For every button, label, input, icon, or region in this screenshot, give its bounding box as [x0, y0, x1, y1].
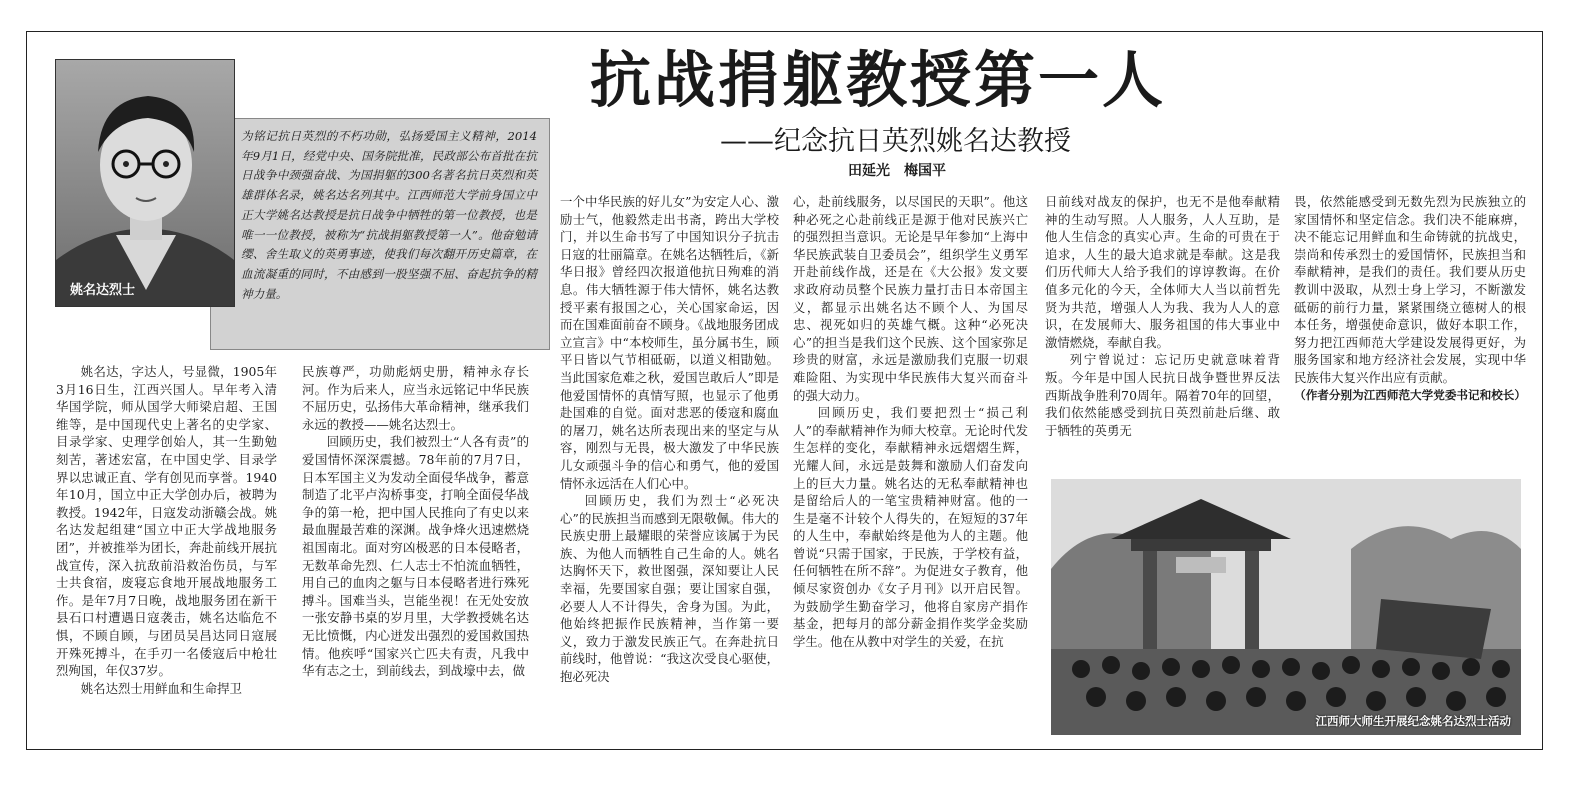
column-paragraph: 回顾历史，我们要把烈士“损己利人”的奉献精神作为师大校章。无论时代发生怎样的变化，奉献精神永远熠熠生辉，光耀人间，永远是鼓舞和激励人们奋发向上的巨大力量。姚名达的无私奉献精神也是留给后人的一笔宝贵精神财富。他的一生是毫不计较个人得失的，在短短的37年的人生中，奉献始终是他为人的主题。他曾说“只需于国家，于民族，于学校有益，任何牺牲在所不辞”。为促进女子教育，他倾尽家资创办《女子月刊》以开启民智。为鼓励学生勤奋学习，他将自家房产捐作基金，把每月的部分薪金捐作奖学金奖励学生。他在从教中对学生的关爱，在抗: [793, 405, 1028, 649]
intro-box: 为铭记抗日英烈的不朽功勋，弘扬爱国主义精神，2014年9月1日，经党中央、国务院批准，民政部公布首批在抗日战争中颈强奋战、为国捐躯的300名著名抗日英烈和英雄群体名录，姚名达名列其中。江西师范大学前身国立中正大学姚名达教授是抗日战争中牺牲的第一位教授，也是唯一一位教授，被称为“抗战捐躯教授第一人”。他奋勉请缨、舍生取义的英勇事迹，使我们每次翻开历史篇章，在血流凝重的同时，不由感到一股坚强不屈、奋起抗争的精神力量。: [210, 118, 550, 350]
column-3: [560, 193, 779, 743]
column-paragraph: 民族尊严，功勋彪炳史册，精神永存长河。作为后来人，应当永远铭记中华民族不屈历史，弘扬伟大革命精神，继承我们永远的教授——姚名达烈士。: [302, 364, 529, 432]
headline: 抗战捐躯教授第一人: [590, 45, 1167, 116]
column-5: [1045, 193, 1280, 478]
column-6: [1294, 193, 1526, 453]
portrait-photo: [55, 59, 235, 307]
portrait-image: [56, 60, 234, 306]
column-paragraph: 日前线对战友的保护，也无不是他奉献精神的生动写照。人人服务，人人互助，是他人生信念的真实心声。生命的可贵在于追求，人生的最大追求就是奉献。这是我们历代师大人给予我们的谆谆教诲。在价值多元化的今天，全体师大人当以前哲先贤为共范，增强人人为我、我为人人的意识，在发展师大、服务祖国的伟大事业中激情燃烧，奉献自我。: [1045, 194, 1280, 350]
column-paragraph: 列宁曾说过：忘记历史就意味着背叛。今年是中国人民抗日战争暨世界反法西斯战争胜利70周年。隔着70年的回望，我们依然能感受到抗日英烈前赴后继、敢于牺牲的英勇无: [1045, 352, 1280, 438]
subheadline: ——纪念抗日英烈姚名达教授: [720, 126, 1071, 157]
event-photo: [1051, 479, 1521, 735]
column-paragraph: 姚名达，字达人，号显微，1905年3月16日生，江西兴国人。早年考入清华国学院，师从国学大师梁启超、王国维等，是中国现代史上著名的史学家、目录学家、史理学创始人，其一生勤勉刻苦，著述宏富，在中国史学、目录学界以忠诚正直、学有创见而享誉。1940年10月，国立中正大学创办后，被聘为教授。1942年，日寇发动浙赣会战。姚名达发起组建“国立中正大学战地服务团”，并被推举为团长，奔赴前线开展抗战宣传，深入抗敌前沿救治伤员，与军士共食宿，废寝忘食地开展战地服务工作。是年7月7日晚，战地服务团在新干县石口村遭遇日寇袭击，姚名达临危不惧，不顾自顾，与团员吴昌达同日寇展开殊死搏斗，在手刃一名倭寇后中枪壮烈殉国，年仅37岁。: [56, 364, 277, 679]
column-paragraph: 回顾历史，我们为烈士“必死决心”的民族担当而感到无限敬佩。伟大的民族史册上最耀眼的荣誉应该属于为民族、为他人而牺牲自己生命的人。姚名达胸怀天下，救世图强，深知要让人民幸福，先要国家自强；要让国家自强，必要人人不计得失，舍身为国。为此，他始终把振作民族精神，当作第一要义，致力于激发民族正气。在奔赴抗日前线时，他曾说：“我这次受良心驱使，抱必死决: [560, 493, 779, 685]
column-paragraph: 畏，依然能感受到无数先烈为民族独立的家国情怀和坚定信念。我们决不能麻痹，决不能忘记用鲜血和生命铸就的抗战史，崇尚和传承烈士的爱国情怀，民族担当和奉献精神，是我们的责任。我们要从历史教训中汲取，从烈士身上学习，不断激发砥砺的前行力量，紧紧围绕立德树人的根本任务，增强使命意识，做好本职工作，努力把江西师范大学建设发展得更好，为服务国家和地方经济社会发展，实现中华民族伟大复兴作出应有贡献。: [1294, 194, 1526, 385]
event-photo-caption: 江西师大师生开展纪念姚名达烈士活动: [1315, 714, 1511, 728]
event-image: [1051, 479, 1521, 735]
portrait-caption: 姚名达烈士: [70, 283, 136, 298]
column-paragraph: 一个中华民族的好儿女”为安定人心、激励士气，他毅然走出书斋，跨出大学校门，并以生命书写了中国知识分子抗击日寇的壮丽篇章。在姚名达牺牲后，《新华日报》曾经四次报道他抗日殉难的消息。伟大牺牲源于伟大情怀，姚名达教授平素有报国之心，关心国家命运，因而在国难面前奋不顾身。《战地服务团成立宣言》中“本校师生，虽分属书生，顾平日皆以气节相砥砺，以道义相勖勉。当此国家危难之秋，爱国岂敢后人”即是他爱国情怀的真情写照，也显示了他勇赴国难的自觉。面对悲恶的倭寇和腐血的屠刀，姚名达所表现出来的坚定与从容，刚烈与无畏，极大激发了中华民族儿女顽强斗争的信心和勇气，他的爱国情怀永远活在人们心中。: [560, 194, 779, 491]
column-2: [302, 363, 529, 743]
column-paragraph: 心，赴前线服务，以尽国民的天职”。他这种必死之心赴前线正是源于他对民族兴亡的强烈担当意识。无论是早年参加“上海中华民族武装自卫委员会”，组织学生义勇军开赴前线作战，还是在《大公报》发文要求政府动员整个民族力量打击日本帝国主义，都显示出姚名达不顾个人、为国尽忠、视死如归的英雄气概。这种“必死决心”的担当是我们这个民族、这个国家弥足珍贵的财富，永远是激励我们克服一切艰难险阻、为实现中华民族伟大复兴而奋斗的强大动力。: [793, 194, 1028, 403]
column-paragraph: 姚名达烈士用鲜血和生命捍卫: [80, 680, 242, 696]
author-note: （作者分别为江西师范大学党委书记和校长）: [1294, 387, 1526, 402]
byline: 田延光 梅国平: [848, 163, 946, 179]
column-4: [793, 193, 1028, 743]
column-1: [56, 363, 277, 743]
column-paragraph: 回顾历史，我们被烈士“人各有责”的爱国情怀深深震撼。78年前的7月7日，日本军国主义为发动全面侵华战争，蓄意制造了北平卢沟桥事变，打响全面侵华战争的第一枪，把中国人民推向了有史以来最血腥最苦难的深渊。战争烽火迅速燃烧祖国南北。面对穷凶极恶的日本侵略者，无数革命先烈、仁人志士不怕流血牺牲，用自己的血肉之躯与日本侵略者进行殊死搏斗。国难当头，岂能坐视！在无处安放一张安静书桌的岁月里，大学教授姚名达无比愤慨，内心迸发出强烈的爱国救国热情。他疾呼“国家兴亡匹夫有责，凡我中华有志之士，到前线去，到战壕中去，做: [302, 434, 529, 679]
